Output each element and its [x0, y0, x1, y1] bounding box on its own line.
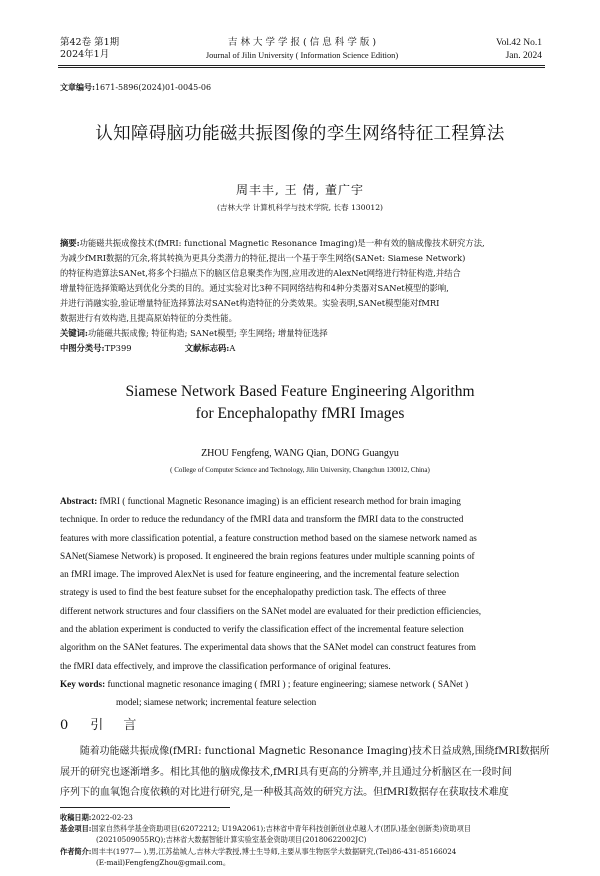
- classification-line: 中图分类号:TP399 文献标志码:A: [60, 343, 236, 353]
- header-date: 2024年1月: [60, 49, 110, 60]
- author-bio: 作者简介:周丰丰(1977— ),男,江苏盐城人,吉林大学教授,博士生导师,主要从事生物医学大数据研究,(Tel)86-431-85166024: [60, 846, 457, 856]
- affiliation-cn: (吉林大学 计算机科学与技术学院, 长春 130012): [216, 203, 384, 212]
- authors-en: ZHOU Fengfeng, WANG Qian, DONG Guangyu: [201, 448, 399, 459]
- journal-title-cn: 吉 林 大 学 学 报 ( 信 息 科 学 版 ): [227, 37, 377, 48]
- paper-title-en-line1: Siamese Network Based Feature Engineering Algorithm: [125, 383, 475, 400]
- fund-info: 基金项目:国家自然科学基金资助项目(62072212; U19A2061);吉林省中青年科技创新创业卓越人才(团队)基金(创新类)资助项目: [60, 824, 471, 834]
- journal-title-en: Journal of Jilin University ( Information Science Edition): [205, 51, 399, 60]
- keywords-en: Key words: functional magnetic resonance imaging ( fMRI ) ; feature engineering; siamese network ( SANet ): [60, 678, 469, 689]
- intro-paragraph: 随着功能磁共振成像(fMRI: functional Magnetic Resonance Imaging)技术日益成熟,围绕fMRI数据所 展开的研究也逐渐增多。相比其他的脑成像技术,fMRI具有更高的分辨率,并且通过分析脑区在一段时间 序列下的血氧饱合度依赖的对比进行研究,是一种极其高效的研究方法。但fMRI数据存在获取技术难度: [60, 746, 550, 798]
- paper-title-cn: 认知障碍脑功能磁共振图像的孪生网络特征工程算法: [95, 124, 505, 144]
- header-volume: 第42卷 第1期: [60, 37, 120, 48]
- header-rule: [58, 65, 545, 66]
- header-volume-en: Vol.42 No.1: [495, 38, 542, 48]
- article-number: 文章编号:1671-5896(2024)01-0045-06: [60, 82, 212, 92]
- affiliation-en: ( College of Computer Science and Technology, Jilin University, Changchun 130012, China): [170, 466, 430, 474]
- received-date: 收稿日期:2022-02-23: [60, 813, 133, 822]
- header-date-en: Jan. 2024: [505, 51, 542, 61]
- section-heading: 0 引 言: [60, 718, 145, 733]
- footnotes: 收稿日期:2022-02-23 基金项目:国家自然科学基金资助项目(62072212; U19A2061);吉林省中青年科技创新创业卓越人才(团队)基金(创新类)资助项目 (20210509055RQ);吉林省大数据智能计算实验室基金资助项目(20180622002JC) 作者简介:周丰丰(1977— ),男,江苏盐城人,吉林大学教授,博士生导师,主要从事生物医学大数据研究,(Tel)86-431-85166024 (E-mail)FengfengZhou@gmail.com。: [60, 812, 548, 868]
- paper-title-en-line2: for Encephalopathy fMRI Images: [195, 405, 405, 422]
- abstract-cn: 摘要:功能磁共振成像技术(fMRI: functional Magnetic Resonance Imaging)是一种有效的脑成像技术研究方法, 为减少fMRI数据的冗余,将其转换为更具分类潜力的特征,提出一个基于孪生网络(SANet: Siamese Network) 的特征构造算法SANet,将多个扫描点下的脑区信息聚类作为图,应用改进的AlexNet网络进行特征构造,并结合 增量特征选择策略达到优化分类的目的。通过实验对比3种不同网络结构和4种分类器对SANet模型的影响, 并进行消融实验,验证增量特征选择算法对SANet构造特征的分类效果。实验表明,SANet模型能对fMRI 数据进行有效构造,且提高原始特征的分类性能。 关键词:功能磁共振成像; 特征构造; SANet模型; 孪生网络; 增量特征选择 中图分类号:TP399 文献标志码:A: [60, 236, 550, 356]
- header-rule-thin: [58, 67, 545, 68]
- footnote-rule: [60, 807, 230, 808]
- keywords-cn: 关键词:功能磁共振成像; 特征构造; SANet模型; 孪生网络; 增量特征选择: [60, 328, 328, 338]
- authors-cn: 周丰丰, 王 倩, 董广宇: [235, 183, 365, 197]
- abstract-en: Abstract: fMRI ( functional Magnetic Resonance imaging) is an efficient research method for brain imaging technique. In order to reduce the redundancy of the fMRI data and transform the fMRI data to the constructed features with more classification potential, a feature construction method based on the siamese network named as SANet(Siamese Network) is proposed. It engineered the brain regions features under multiple scanning points of an fMRI image. The improved AlexNet is used for feature engineering, and the incremental feature selection strategy is used to find the best feature subset for the encephalopathy prediction task. The effects of three different network structures and four classifiers on the SANet model are evaluated for their prediction efficiencies, and the ablation experiment is conducted to verify the classification effect of the incremental feature selection algorithm on the SANet features. The experimental data shows that the SANet model can construct features from the fMRI data effectively, and improve the classification performance of original features. Key words: functional magnetic resonance imaging ( fMRI ) ; feature engineering; siamese network ( SANet ) model; siamese network; incremental feature selection: [60, 492, 542, 712]
